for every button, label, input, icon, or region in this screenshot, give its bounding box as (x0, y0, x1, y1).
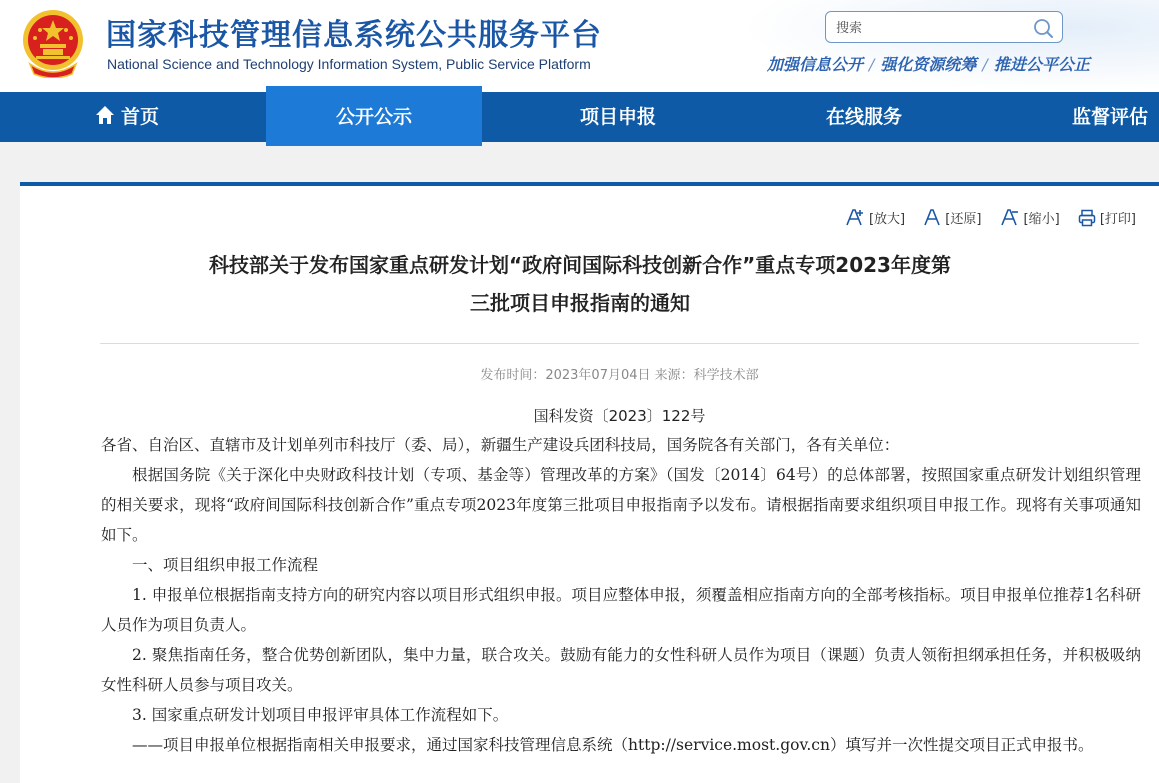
title-divider (100, 343, 1139, 344)
nav-item-project-application[interactable] (580, 92, 656, 142)
font-shrink-icon (1000, 207, 1020, 227)
site-title: 国家科技管理信息系统公共服务平台 (106, 18, 602, 53)
search-icon[interactable] (1032, 17, 1054, 39)
home-icon (95, 105, 115, 125)
slogan-separator: / (982, 55, 988, 74)
body-paragraph: 根据国务院《关于深化中央财政科技计划（专项、基金等）管理改革的方案》（国发〔2014〕64号）的总体部署，按照国家重点研发计划组织管理的相关要求，现将“政府间国际科技创新合作”重点专项2023年度第三批项目申报指南予以发布。请根据指南要求组织项目申报工作。现将有关事项通知如下。 (101, 466, 1141, 544)
slogan-part-2: 强化资源统筹 (880, 55, 977, 74)
body-paragraph: 3. 国家重点研发计划项目申报评审具体工作流程如下。 (132, 706, 509, 724)
salutation-paragraph: 各省、自治区、直辖市及计划单列市科技厅（委、局），新疆生产建设兵团科技局，国务院各有关部门，各有关单位： (101, 436, 900, 454)
site-header (0, 0, 1159, 92)
nav-item-supervision-evaluation[interactable] (1072, 92, 1148, 142)
article-title (80, 246, 1080, 322)
section-heading: 一、项目组织申报工作流程 (132, 556, 319, 574)
article-panel (20, 182, 1159, 783)
search-input[interactable] (834, 16, 1028, 40)
nav-item-label: 项目申报 (580, 106, 657, 128)
nav-item-label: 在线服务 (826, 106, 903, 128)
slogan (767, 52, 1090, 75)
body-paragraph: ——项目申报单位根据指南相关申报要求，通过国家科技管理信息系统（http://service.most.gov.cn）填写并一次性提交项目正式申报书。 (132, 736, 1094, 754)
nav-item-public-notice[interactable] (266, 86, 482, 146)
nav-item-label: 公开公示 (335, 106, 412, 128)
article-body (101, 430, 1141, 760)
slogan-part-3: 推进公平公正 (993, 55, 1090, 74)
printer-icon (1078, 209, 1096, 227)
publish-meta: 发布时间：2023年07月04日 来源：科学技术部 (480, 368, 759, 383)
print-label: [打印] (1099, 212, 1136, 227)
article-title-line-2: 三批项目申报指南的通知 (470, 291, 690, 315)
site-subtitle: National Science and Technology Information System, Public Service Platform (107, 56, 591, 72)
national-emblem-icon[interactable] (20, 8, 86, 78)
font-enlarge-icon (845, 207, 865, 227)
document-number: 国科发资〔2023〕122号 (533, 407, 706, 425)
nav-item-label: 监督评估 (1072, 106, 1149, 128)
slogan-separator: / (869, 55, 875, 74)
zoom-in-label: [放大] (868, 212, 906, 227)
slogan-part-1: 加强信息公开 (767, 55, 864, 74)
reset-button[interactable] (923, 207, 981, 227)
body-paragraph: 1. 申报单位根据指南支持方向的研究内容以项目形式组织申报。项目应整体申报，须覆盖相应指南方向的全部考核指标。项目申报单位推荐1名科研人员作为项目负责人。 (101, 586, 1141, 634)
main-nav (0, 92, 1159, 142)
font-reset-icon (923, 207, 941, 227)
body-paragraph: 2. 聚焦指南任务，整合优势创新团队，集中力量，联合攻关。鼓励有能力的女性科研人员作为项目（课题）负责人领衔担纲承担任务，并积极吸纳女性科研人员参与项目攻关。 (101, 646, 1141, 694)
zoom-in-button[interactable] (845, 207, 905, 227)
reset-label: [还原] (945, 212, 982, 227)
article-title-line-1: 科技部关于发布国家重点研发计划“政府间国际科技创新合作”重点专项2023年度第 (209, 253, 951, 277)
search-box (825, 11, 1063, 43)
nav-item-label: 首页 (121, 106, 160, 128)
article-tools (831, 207, 1136, 227)
nav-item-home[interactable] (95, 92, 159, 142)
zoom-out-label: [缩小] (1023, 212, 1060, 227)
zoom-out-button[interactable] (1000, 207, 1060, 227)
print-button[interactable] (1078, 208, 1136, 227)
nav-item-online-services[interactable] (826, 92, 902, 142)
